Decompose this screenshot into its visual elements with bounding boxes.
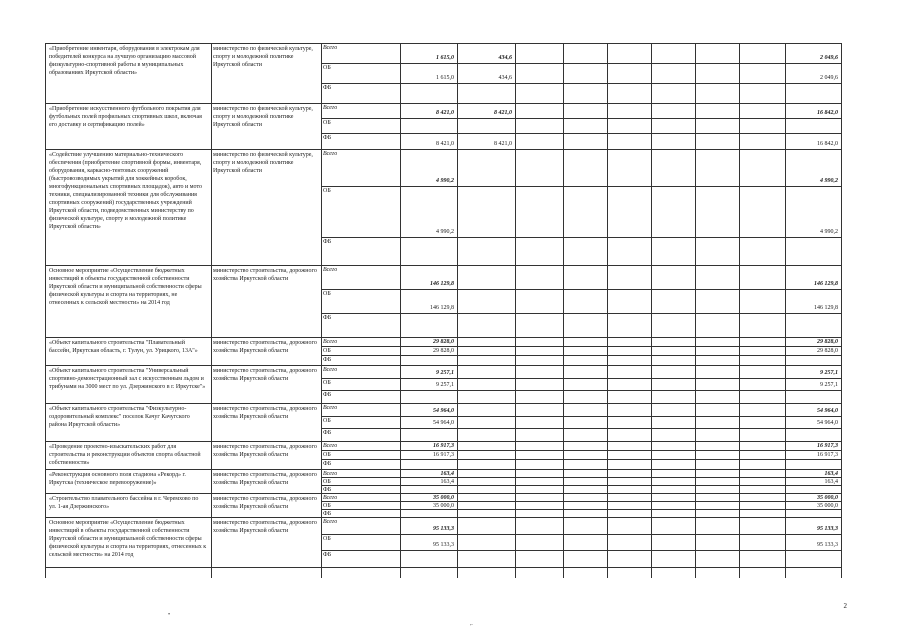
- column-divider: [651, 43, 652, 578]
- funding-source-label: ФБ: [323, 239, 332, 245]
- responsible-executor: министерство по физической культуре, спорту и молодежной политике Иркутской области: [213, 106, 313, 128]
- funding-source-label: ФБ: [323, 315, 332, 321]
- column-divider: [739, 43, 740, 578]
- column-divider: [515, 43, 516, 578]
- measure-description: «Содействие улучшению материально-технического обеспечения (приобретение спортивной формы, инвентаря, оборудования, каркасно-тентовых сооружений (быстровозводимых укрытий для хоккейных коробок, многофункциональных спортивных площадок), авто и мото техники, специализированной техники для обслуживания спортивных сооружений) государственных учреждений Иркутской области, подведомственных министерству по физической культуре, спорту и молодежной политике Иркутской области»: [49, 152, 203, 230]
- funding-source-label: Всего: [323, 45, 338, 51]
- amount-2015: 8 421,0: [494, 110, 512, 116]
- amount-2014: 95 133,3: [433, 542, 454, 548]
- funding-source-label: Всего: [323, 519, 338, 525]
- amount-2014: 4 990,2: [436, 229, 454, 235]
- funding-source-label: Всего: [323, 495, 338, 501]
- funding-source-label: ФБ: [323, 85, 332, 91]
- amount-2014: 16 917,3: [433, 452, 454, 458]
- amount-total: 4 990,2: [820, 178, 838, 184]
- responsible-executor: министерство строительства, дорожного хозяйства Иркутской области: [213, 406, 317, 420]
- page-number: 2: [843, 602, 847, 610]
- funding-source-label: ОБ: [323, 120, 331, 126]
- subrow-divider: [321, 416, 841, 417]
- column-divider: [457, 43, 458, 578]
- row-divider: [45, 403, 841, 404]
- responsible-executor: министерство строительства, дорожного хозяйства Иркутской области: [213, 472, 317, 486]
- amount-2014: 8 421,0: [436, 110, 454, 116]
- amount-total: 4 990,2: [820, 229, 838, 235]
- funding-source-label: ОБ: [323, 418, 331, 424]
- funding-source-label: ОБ: [323, 536, 331, 542]
- funding-source-label: ФБ: [323, 511, 332, 517]
- amount-total: 95 133,3: [817, 526, 838, 532]
- amount-2014: 9 257,1: [436, 382, 454, 388]
- subrow-divider: [321, 477, 841, 478]
- funding-source-label: Всего: [323, 367, 338, 373]
- subrow-divider: [321, 390, 841, 391]
- responsible-executor: министерство строительства, дорожного хозяйства Иркутской области: [213, 496, 317, 510]
- responsible-executor: министерство строительства, дорожного хозяйства Иркутской области: [213, 520, 317, 534]
- responsible-executor: министерство строительства, дорожного хозяйства Иркутской области: [213, 444, 317, 458]
- subrow-divider: [321, 378, 841, 379]
- amount-total: 95 133,3: [817, 542, 838, 548]
- subrow-divider: [321, 355, 841, 356]
- amount-2014: 1 615,0: [436, 55, 454, 61]
- subrow-divider: [321, 428, 841, 429]
- amount-2014: 29 828,0: [433, 339, 454, 345]
- funding-source-label: Всего: [323, 105, 338, 111]
- column-divider: [841, 43, 842, 578]
- subrow-divider: [321, 485, 841, 486]
- funding-source-label: ОБ: [323, 479, 331, 485]
- amount-total: 2 049,6: [820, 75, 838, 81]
- amount-total: 163,4: [824, 471, 838, 477]
- subrow-divider: [321, 83, 841, 84]
- row-divider: [45, 103, 841, 104]
- subrow-divider: [321, 118, 841, 119]
- amount-2014: 4 990,2: [436, 178, 454, 184]
- subrow-divider: [321, 186, 841, 187]
- column-divider: [211, 43, 212, 578]
- funding-source-label: ФБ: [323, 487, 332, 493]
- measure-description: «Реконструкция основного поля стадиона «Рекорд» г. Иркутска (техническое перевооружение)»: [49, 472, 186, 486]
- amount-total: 29 828,0: [817, 348, 838, 354]
- subrow-divider: [321, 313, 841, 314]
- funding-source-label: ОБ: [323, 188, 331, 194]
- subrow-divider: [321, 509, 841, 510]
- measure-description: «Строительство плавательного бассейна в г. Черемхово по ул. 1-ая Дзержинского»: [49, 496, 199, 510]
- column-divider: [45, 43, 46, 578]
- subrow-divider: [321, 346, 841, 347]
- funding-source-label: ОБ: [323, 348, 331, 354]
- amount-2014: 16 917,3: [433, 443, 454, 449]
- funding-source-label: ОБ: [323, 65, 331, 71]
- subrow-divider: [321, 534, 841, 535]
- scan-dot: •: [168, 612, 171, 618]
- amount-total: 54 964,0: [817, 408, 838, 414]
- amount-total: 54 964,0: [817, 420, 838, 426]
- funding-source-label: ОБ: [323, 452, 331, 458]
- responsible-executor: министерство строительства, дорожного хозяйства Иркутской области: [213, 368, 317, 382]
- responsible-executor: министерство строительства, дорожного хозяйства Иркутской области: [213, 340, 317, 354]
- measure-description: Основное мероприятие «Осуществление бюджетных инвестиций в объекты государственной собственности Иркутской области и муниципальной собственности сферы физической культуры и спорта на территориях, отнесенных к сельской местности» на 2014 год: [49, 520, 207, 558]
- amount-2015: 434,6: [498, 55, 512, 61]
- subrow-divider: [321, 289, 841, 290]
- scan-mark: ⌐: [470, 622, 474, 628]
- subrow-divider: [321, 501, 841, 502]
- amount-2014: 146 129,8: [430, 305, 454, 311]
- row-divider: [45, 365, 841, 366]
- column-divider: [607, 43, 608, 578]
- amount-2014: 35 000,0: [433, 503, 454, 509]
- amount-total: 9 257,1: [820, 370, 838, 376]
- amount-total: 16 917,3: [817, 452, 838, 458]
- amount-total: 16 842,0: [817, 110, 838, 116]
- funding-source-label: ФБ: [323, 430, 332, 436]
- amount-2014: 54 964,0: [433, 420, 454, 426]
- column-divider: [563, 43, 564, 578]
- funding-source-label: Всего: [323, 443, 338, 449]
- funding-source-label: ОБ: [323, 503, 331, 509]
- measure-description: «Приобретение искусственного футбольного покрытия для футбольных полей профильных спортивных школ, включая его доставку и сертификацию полей»: [49, 106, 202, 128]
- measure-description: «Объект капитального строительства "Универсальный спортивно-демонстрационный зал с искусственным льдом и трибунами на 3000 мест по ул. Дзержинского в г. Иркутске"»: [49, 368, 206, 390]
- amount-total: 163,4: [824, 479, 838, 485]
- subrow-divider: [321, 450, 841, 451]
- amount-2014: 35 000,0: [433, 495, 454, 501]
- row-divider: [45, 567, 841, 568]
- amount-2014: 8 421,0: [436, 141, 454, 147]
- subrow-divider: [321, 550, 841, 551]
- column-divider: [321, 43, 322, 578]
- funding-source-label: Всего: [323, 471, 338, 477]
- funding-source-label: Всего: [323, 405, 338, 411]
- funding-source-label: ОБ: [323, 380, 331, 386]
- amount-2014: 29 828,0: [433, 348, 454, 354]
- amount-2014: 54 964,0: [433, 408, 454, 414]
- responsible-executor: министерство по физической культуре, спорту и молодежной политике Иркутской области: [213, 152, 313, 174]
- funding-source-label: ФБ: [323, 357, 332, 363]
- funding-source-label: ОБ: [323, 291, 331, 297]
- funding-source-label: Всего: [323, 151, 338, 157]
- amount-2014: 146 129,8: [430, 281, 454, 287]
- measure-description: «Приобретение инвентаря, оборудования в электрокам для победителей конкурса на лучшую организацию массовой физкультурно-спортивной работы в муниципальных образованиях Иркутской области»: [49, 46, 200, 76]
- amount-2014: 163,4: [440, 471, 454, 477]
- amount-2014: 1 615,0: [436, 75, 454, 81]
- measure-description: Основное мероприятие «Осуществление бюджетных инвестиций в объекты государственной собственности Иркутской области и муниципальной собственности сферы физической культуры и спорта на территориях, не отнесенных к сельской местности» на 2014 год: [49, 268, 202, 306]
- column-divider: [695, 43, 696, 578]
- funding-source-label: Всего: [323, 267, 338, 273]
- amount-total: 16 842,0: [817, 141, 838, 147]
- row-divider: [45, 265, 841, 266]
- amount-total: 9 257,1: [820, 382, 838, 388]
- funding-source-label: ФБ: [323, 461, 332, 467]
- amount-total: 16 917,3: [817, 443, 838, 449]
- amount-2014: 9 257,1: [436, 370, 454, 376]
- amount-2014: 163,4: [440, 479, 454, 485]
- measure-description: «Объект капитального строительства "Плавательный бассейн, Иркутская область, г. Тулун, ул. Урицкого, 13А"»: [49, 340, 198, 354]
- subrow-divider: [321, 63, 841, 64]
- funding-source-label: ФБ: [323, 392, 332, 398]
- amount-total: 29 828,0: [817, 339, 838, 345]
- amount-total: 146 129,8: [814, 281, 838, 287]
- funding-source-label: ФБ: [323, 552, 332, 558]
- amount-total: 35 000,0: [817, 495, 838, 501]
- amount-total: 146 129,8: [814, 305, 838, 311]
- funding-source-label: Всего: [323, 339, 338, 345]
- amount-total: 2 049,6: [820, 55, 838, 61]
- subrow-divider: [321, 459, 841, 460]
- row-divider: [45, 149, 841, 150]
- table-top-border: [45, 43, 841, 44]
- amount-2015: 434,6: [498, 75, 512, 81]
- measure-description: «Проведение проектно-изыскательских работ для строительства и реконструкции объектов спорта областной собственности»: [49, 444, 201, 466]
- responsible-executor: министерство по физической культуре, спорту и молодежной политике Иркутской области: [213, 46, 313, 68]
- row-divider: [45, 517, 841, 518]
- subrow-divider: [321, 237, 841, 238]
- amount-2014: 95 133,3: [433, 526, 454, 532]
- budget-table: [45, 43, 841, 578]
- funding-source-label: ФБ: [323, 135, 332, 141]
- subrow-divider: [321, 133, 841, 134]
- responsible-executor: министерство строительства, дорожного хозяйства Иркутской области: [213, 268, 317, 282]
- amount-2015: 8 421,0: [494, 141, 512, 147]
- amount-total: 35 000,0: [817, 503, 838, 509]
- measure-description: «Объект капитального строительства "Физкультурно-оздоровительный комплекс" поселок Качуг Качугского района Иркутской области»: [49, 406, 190, 428]
